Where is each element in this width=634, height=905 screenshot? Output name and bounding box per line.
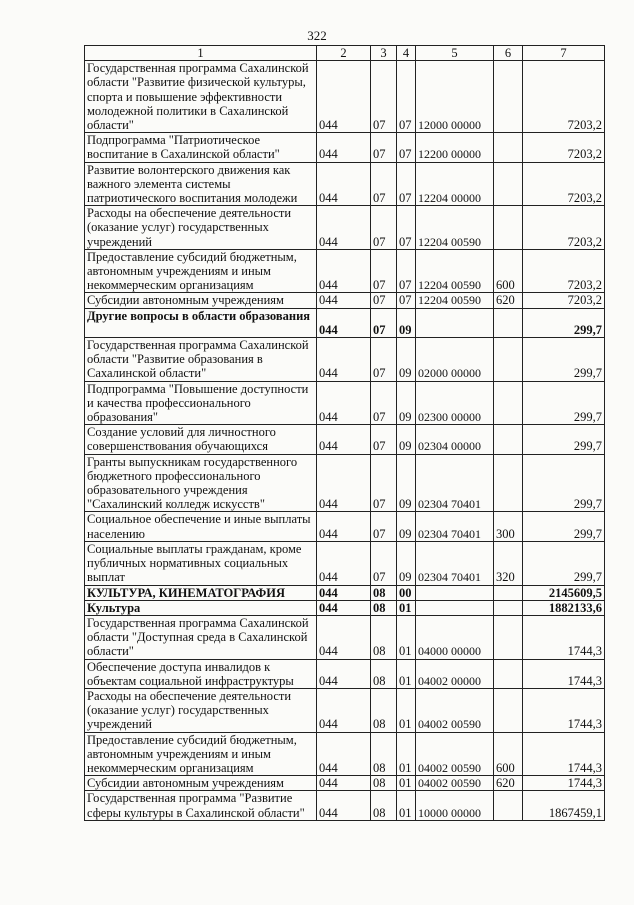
table-body xyxy=(85,46,605,821)
row-name-cell: Предоставление субсидий бюджетным, автономным учреждениям и иным некоммерческим организациям xyxy=(85,732,317,776)
table-row xyxy=(85,133,605,162)
row-expense-type-cell: 300 xyxy=(494,512,523,541)
row-subsection-cell: 07 xyxy=(397,61,416,133)
row-section-cell: 08 xyxy=(371,791,397,820)
row-section-cell: 07 xyxy=(371,338,397,382)
row-code-cell: 044 xyxy=(317,732,371,776)
row-target-code-cell: 02304 70401 xyxy=(416,512,494,541)
row-section-cell: 07 xyxy=(371,162,397,206)
row-amount-cell: 1744,3 xyxy=(523,615,605,659)
header-col-2: 2 xyxy=(317,46,371,61)
row-name-cell: Подпрограмма "Патриотическое воспитание в Сахалинской области" xyxy=(85,133,317,162)
row-subsection-cell: 00 xyxy=(397,585,416,600)
row-name-cell: Субсидии автономным учреждениям xyxy=(85,776,317,791)
row-section-cell: 07 xyxy=(371,206,397,250)
row-expense-type-cell xyxy=(494,381,523,425)
row-expense-type-cell xyxy=(494,133,523,162)
row-code-cell: 044 xyxy=(317,791,371,820)
row-expense-type-cell xyxy=(494,206,523,250)
row-name-cell: Культура xyxy=(85,600,317,615)
row-target-code-cell xyxy=(416,585,494,600)
row-subsection-cell: 07 xyxy=(397,206,416,250)
row-expense-type-cell xyxy=(494,791,523,820)
row-expense-type-cell xyxy=(494,162,523,206)
row-subsection-cell: 01 xyxy=(397,615,416,659)
row-code-cell: 044 xyxy=(317,249,371,293)
row-expense-type-cell: 600 xyxy=(494,249,523,293)
header-col-1: 1 xyxy=(85,46,317,61)
table-row xyxy=(85,776,605,791)
row-target-code-cell: 04002 00590 xyxy=(416,776,494,791)
row-amount-cell: 7203,2 xyxy=(523,293,605,308)
row-expense-type-cell xyxy=(494,338,523,382)
row-section-cell: 07 xyxy=(371,133,397,162)
row-section-cell: 07 xyxy=(371,541,397,585)
row-subsection-cell: 09 xyxy=(397,381,416,425)
row-amount-cell: 7203,2 xyxy=(523,206,605,250)
row-target-code-cell: 02000 00000 xyxy=(416,338,494,382)
table-row xyxy=(85,308,605,337)
row-section-cell: 07 xyxy=(371,512,397,541)
row-target-code-cell: 04002 00590 xyxy=(416,732,494,776)
row-target-code-cell: 02304 00000 xyxy=(416,425,494,454)
row-name-cell: Обеспечение доступа инвалидов к объектам социальной инфраструктуры xyxy=(85,659,317,688)
row-target-code-cell: 04002 00590 xyxy=(416,688,494,732)
row-name-cell: Предоставление субсидий бюджетным, автономным учреждениям и иным некоммерческим организациям xyxy=(85,249,317,293)
table-row xyxy=(85,425,605,454)
row-code-cell: 044 xyxy=(317,600,371,615)
row-expense-type-cell xyxy=(494,425,523,454)
row-target-code-cell: 10000 00000 xyxy=(416,791,494,820)
row-amount-cell: 1744,3 xyxy=(523,659,605,688)
row-expense-type-cell: 600 xyxy=(494,732,523,776)
row-name-cell: Развитие волонтерского движения как важного элемента системы патриотического воспитания молодежи xyxy=(85,162,317,206)
row-amount-cell: 299,7 xyxy=(523,512,605,541)
table-row xyxy=(85,206,605,250)
row-amount-cell: 299,7 xyxy=(523,381,605,425)
row-code-cell: 044 xyxy=(317,425,371,454)
row-name-cell: Подпрограмма "Повышение доступности и качества профессионального образования" xyxy=(85,381,317,425)
row-code-cell: 044 xyxy=(317,541,371,585)
row-amount-cell: 1867459,1 xyxy=(523,791,605,820)
table-row xyxy=(85,688,605,732)
row-target-code-cell xyxy=(416,600,494,615)
row-subsection-cell: 07 xyxy=(397,133,416,162)
row-name-cell: Государственная программа Сахалинской области "Развитие физической культуры, спорта и повышение эффективности молодежной политики в Сахалинской области" xyxy=(85,61,317,133)
row-code-cell: 044 xyxy=(317,776,371,791)
row-amount-cell: 7203,2 xyxy=(523,133,605,162)
table-row xyxy=(85,454,605,512)
row-code-cell: 044 xyxy=(317,206,371,250)
row-amount-cell: 1882133,6 xyxy=(523,600,605,615)
row-code-cell: 044 xyxy=(317,454,371,512)
row-amount-cell: 299,7 xyxy=(523,308,605,337)
row-subsection-cell: 07 xyxy=(397,249,416,293)
budget-table xyxy=(84,45,605,821)
row-code-cell: 044 xyxy=(317,688,371,732)
page-number: 322 xyxy=(307,28,327,43)
row-code-cell: 044 xyxy=(317,162,371,206)
header-col-6: 6 xyxy=(494,46,523,61)
table-row xyxy=(85,600,605,615)
row-expense-type-cell xyxy=(494,615,523,659)
row-section-cell: 08 xyxy=(371,732,397,776)
row-amount-cell: 2145609,5 xyxy=(523,585,605,600)
row-name-cell: Социальные выплаты гражданам, кроме публичных нормативных социальных выплат xyxy=(85,541,317,585)
row-amount-cell: 299,7 xyxy=(523,454,605,512)
header-col-3: 3 xyxy=(371,46,397,61)
row-expense-type-cell xyxy=(494,585,523,600)
row-code-cell: 044 xyxy=(317,659,371,688)
table-header-row xyxy=(85,46,605,61)
row-section-cell: 07 xyxy=(371,293,397,308)
row-subsection-cell: 09 xyxy=(397,512,416,541)
table-row xyxy=(85,249,605,293)
row-name-cell: Создание условий для личностного совершенствования обучающихся xyxy=(85,425,317,454)
row-code-cell: 044 xyxy=(317,133,371,162)
row-name-cell: Субсидии автономным учреждениям xyxy=(85,293,317,308)
table-row xyxy=(85,61,605,133)
table-row xyxy=(85,659,605,688)
row-subsection-cell: 09 xyxy=(397,541,416,585)
row-expense-type-cell: 620 xyxy=(494,776,523,791)
row-target-code-cell: 04002 00000 xyxy=(416,659,494,688)
row-subsection-cell: 01 xyxy=(397,659,416,688)
row-subsection-cell: 07 xyxy=(397,293,416,308)
row-target-code-cell: 12204 00590 xyxy=(416,249,494,293)
row-subsection-cell: 09 xyxy=(397,308,416,337)
row-name-cell: Государственная программа Сахалинской области "Развитие образования в Сахалинской области" xyxy=(85,338,317,382)
row-target-code-cell: 12204 00590 xyxy=(416,293,494,308)
row-subsection-cell: 01 xyxy=(397,776,416,791)
row-expense-type-cell xyxy=(494,308,523,337)
row-name-cell: Расходы на обеспечение деятельности (оказание услуг) государственных учреждений xyxy=(85,688,317,732)
row-code-cell: 044 xyxy=(317,585,371,600)
row-subsection-cell: 01 xyxy=(397,732,416,776)
row-amount-cell: 7203,2 xyxy=(523,61,605,133)
table-row xyxy=(85,512,605,541)
row-section-cell: 08 xyxy=(371,585,397,600)
row-section-cell: 07 xyxy=(371,61,397,133)
table-row xyxy=(85,381,605,425)
row-code-cell: 044 xyxy=(317,308,371,337)
header-col-4: 4 xyxy=(397,46,416,61)
table-row xyxy=(85,541,605,585)
row-expense-type-cell: 320 xyxy=(494,541,523,585)
table-row xyxy=(85,732,605,776)
row-section-cell: 07 xyxy=(371,308,397,337)
row-section-cell: 08 xyxy=(371,688,397,732)
row-target-code-cell: 12204 00590 xyxy=(416,206,494,250)
row-expense-type-cell xyxy=(494,61,523,133)
row-section-cell: 07 xyxy=(371,249,397,293)
row-name-cell: Гранты выпускникам государственного бюджетного профессионального образовательного учреждения "Сахалинский колледж искусств" xyxy=(85,454,317,512)
row-subsection-cell: 07 xyxy=(397,162,416,206)
row-section-cell: 07 xyxy=(371,381,397,425)
row-section-cell: 08 xyxy=(371,615,397,659)
row-name-cell: Государственная программа Сахалинской области "Доступная среда в Сахалинской области" xyxy=(85,615,317,659)
row-expense-type-cell xyxy=(494,454,523,512)
table-row xyxy=(85,615,605,659)
row-target-code-cell: 12000 00000 xyxy=(416,61,494,133)
row-section-cell: 07 xyxy=(371,425,397,454)
row-section-cell: 08 xyxy=(371,659,397,688)
row-name-cell: Расходы на обеспечение деятельности (оказание услуг) государственных учреждений xyxy=(85,206,317,250)
row-expense-type-cell xyxy=(494,659,523,688)
table-row xyxy=(85,338,605,382)
row-code-cell: 044 xyxy=(317,61,371,133)
row-code-cell: 044 xyxy=(317,615,371,659)
row-subsection-cell: 01 xyxy=(397,688,416,732)
row-subsection-cell: 01 xyxy=(397,600,416,615)
row-name-cell: КУЛЬТУРА, КИНЕМАТОГРАФИЯ xyxy=(85,585,317,600)
row-amount-cell: 299,7 xyxy=(523,338,605,382)
header-col-5: 5 xyxy=(416,46,494,61)
row-code-cell: 044 xyxy=(317,338,371,382)
row-section-cell: 08 xyxy=(371,776,397,791)
row-amount-cell: 1744,3 xyxy=(523,732,605,776)
row-amount-cell: 7203,2 xyxy=(523,249,605,293)
row-amount-cell: 299,7 xyxy=(523,541,605,585)
row-target-code-cell: 02304 70401 xyxy=(416,454,494,512)
row-subsection-cell: 09 xyxy=(397,425,416,454)
row-subsection-cell: 09 xyxy=(397,454,416,512)
row-expense-type-cell xyxy=(494,600,523,615)
row-name-cell: Другие вопросы в области образования xyxy=(85,308,317,337)
row-code-cell: 044 xyxy=(317,512,371,541)
row-expense-type-cell xyxy=(494,688,523,732)
row-target-code-cell: 02300 00000 xyxy=(416,381,494,425)
table-row xyxy=(85,162,605,206)
table-row xyxy=(85,293,605,308)
row-name-cell: Государственная программа "Развитие сферы культуры в Сахалинской области" xyxy=(85,791,317,820)
row-subsection-cell: 01 xyxy=(397,791,416,820)
row-target-code-cell: 12200 00000 xyxy=(416,133,494,162)
row-name-cell: Социальное обеспечение и иные выплаты населению xyxy=(85,512,317,541)
header-col-7: 7 xyxy=(523,46,605,61)
row-amount-cell: 7203,2 xyxy=(523,162,605,206)
row-amount-cell: 299,7 xyxy=(523,425,605,454)
table-row xyxy=(85,585,605,600)
row-amount-cell: 1744,3 xyxy=(523,776,605,791)
row-section-cell: 08 xyxy=(371,600,397,615)
row-code-cell: 044 xyxy=(317,293,371,308)
row-amount-cell: 1744,3 xyxy=(523,688,605,732)
row-target-code-cell: 04000 00000 xyxy=(416,615,494,659)
row-target-code-cell xyxy=(416,308,494,337)
row-target-code-cell: 12204 00000 xyxy=(416,162,494,206)
row-expense-type-cell: 620 xyxy=(494,293,523,308)
table-row xyxy=(85,791,605,820)
row-target-code-cell: 02304 70401 xyxy=(416,541,494,585)
row-subsection-cell: 09 xyxy=(397,338,416,382)
row-code-cell: 044 xyxy=(317,381,371,425)
row-section-cell: 07 xyxy=(371,454,397,512)
